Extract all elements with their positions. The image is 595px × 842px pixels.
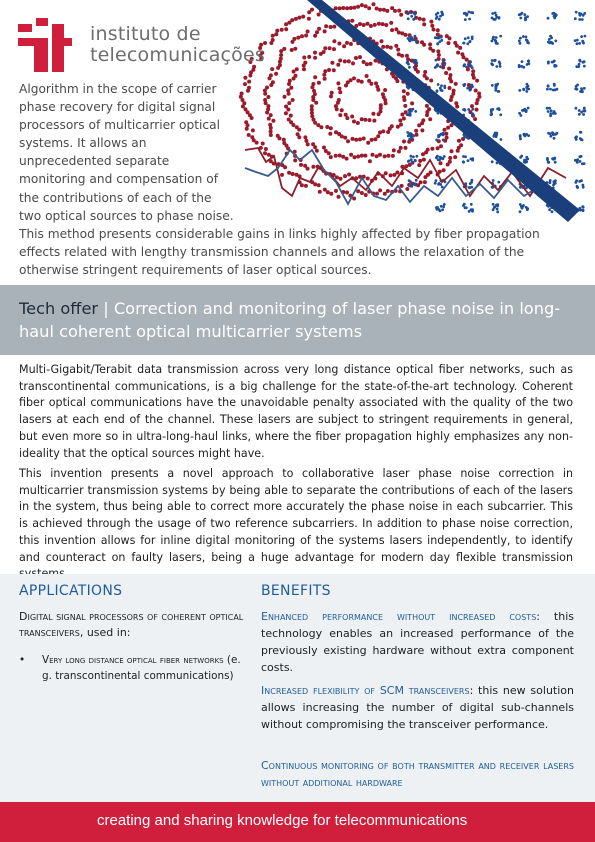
constellation-dot: [439, 65, 442, 68]
constellation-dot: [436, 43, 439, 46]
ring-dot: [302, 67, 306, 71]
constellation-dot: [519, 42, 522, 45]
constellation-dot: [468, 11, 471, 14]
title-separator: |: [103, 299, 109, 318]
ring-dot: [373, 23, 377, 27]
constellation-dot: [583, 107, 586, 110]
constellation-dot: [579, 160, 582, 163]
ring-dot: [303, 61, 307, 65]
ring-dot: [337, 42, 341, 46]
ring-dot: [270, 67, 274, 71]
ring-dot: [436, 28, 440, 32]
ring-dot: [342, 44, 346, 48]
constellation-dot: [492, 18, 495, 21]
constellation-dot: [580, 35, 583, 38]
constellation-dot: [499, 35, 502, 38]
ring-dot: [362, 60, 366, 64]
constellation-dot: [582, 109, 585, 112]
ring-dot: [369, 62, 373, 66]
ring-dot: [436, 49, 440, 53]
constellation-dot: [408, 35, 411, 38]
ring-dot: [317, 27, 321, 31]
ring-dot: [396, 48, 400, 52]
ring-dot: [302, 56, 306, 60]
ring-dot: [332, 68, 336, 72]
benefit-1-text: : this technology enables an increased performance of the previously existing hardware without extra component costs.: [261, 610, 574, 674]
ring-dot: [315, 30, 319, 34]
constellation-dot: [574, 17, 577, 20]
constellation-dot: [415, 62, 418, 65]
constellation-dot: [414, 17, 417, 20]
ring-dot: [456, 51, 460, 55]
ring-dot: [449, 73, 453, 77]
ring-dot: [423, 70, 427, 74]
constellation-dot: [527, 59, 530, 62]
applications-intro: [19, 609, 247, 641]
intro-line: phase recovery for digital signal: [19, 100, 216, 115]
constellation-dot: [583, 12, 586, 15]
constellation-dot: [467, 63, 470, 66]
ring-dot: [364, 4, 368, 8]
ring-dot: [295, 67, 299, 71]
ring-dot: [327, 68, 331, 72]
constellation-dot: [518, 40, 521, 43]
ring-dot: [332, 39, 336, 43]
constellation-dot: [522, 66, 525, 69]
ring-dot: [372, 2, 376, 6]
constellation-dot: [553, 60, 556, 63]
ring-dot: [429, 20, 433, 24]
ring-dot: [447, 67, 451, 71]
constellation-dot: [407, 17, 410, 20]
body-paragraph-1: Multi-Gigabit/Terabit data transmission across very long distance optical fiber networks, such as transcontinental communications, is a big challenge for the state-of-the-art technology. Coherent fiber optical communications have the unavoidable penalty associated with the quality of the two lasers at each end of the channel. These lasers are subject to stringent requirements in general, but even more so in ultra-long-haul links, where the fiber propagation highly emphasizes any non-ideality that the optical sources might have.: [19, 363, 573, 460]
constellation-dot: [468, 40, 471, 43]
constellation-dot: [443, 63, 446, 66]
constellation-dot: [438, 36, 441, 39]
constellation-dot: [554, 40, 557, 43]
ring-dot: [329, 25, 333, 29]
ring-dot: [322, 73, 326, 77]
ring-dot: [455, 44, 459, 48]
constellation-dot: [547, 62, 550, 65]
ring-dot: [349, 42, 353, 46]
ring-dot: [351, 61, 355, 65]
ring-dot: [310, 8, 314, 12]
constellation-dot: [581, 205, 584, 208]
ring-dot: [292, 37, 296, 41]
intro-summary: [19, 80, 579, 279]
ring-dot: [365, 62, 369, 66]
constellation-dot: [578, 42, 581, 45]
application-item-caps: Very long distance optical fiber networks: [42, 654, 224, 666]
ring-dot: [382, 8, 386, 12]
ring-dot: [471, 69, 475, 73]
constellation-dot: [414, 35, 417, 38]
constellation-dot: [581, 18, 584, 21]
constellation-dot: [470, 11, 473, 14]
constellation-dot: [580, 138, 583, 141]
constellation-dot: [526, 41, 529, 44]
intro-line: processors of multicarrier optical: [19, 118, 220, 133]
benefit-item-1: [261, 609, 574, 677]
intro-line: monitoring and compensation of: [19, 172, 218, 187]
constellation-dot: [525, 39, 528, 42]
constellation-dot: [491, 12, 494, 15]
ring-dot: [432, 28, 436, 32]
constellation-dot: [413, 66, 416, 69]
ring-dot: [394, 44, 398, 48]
ring-dot: [390, 6, 394, 10]
constellation-dot: [582, 209, 585, 212]
ring-dot: [365, 74, 369, 78]
constellation-dot: [551, 42, 554, 45]
ring-dot: [458, 46, 462, 50]
ring-dot: [306, 30, 310, 34]
ring-dot: [444, 71, 448, 75]
benefits-heading: BENEFITS: [261, 583, 331, 599]
constellation-dot: [575, 11, 578, 14]
ring-dot: [389, 21, 393, 25]
constellation-dot: [408, 39, 411, 42]
constellation-dot: [464, 12, 467, 15]
it-logo-icon: [18, 18, 72, 72]
constellation-dot: [549, 35, 552, 38]
ring-dot: [334, 6, 338, 10]
constellation-dot: [495, 65, 498, 68]
benefit-item-2: [261, 683, 574, 734]
ring-dot: [307, 17, 311, 21]
constellation-dot: [434, 36, 437, 39]
benefit-item-3: [261, 758, 574, 792]
ring-dot: [384, 23, 388, 27]
benefit-3-heading: Continuous monitoring of both transmitter and receiver lasers without additional hardware: [261, 759, 574, 789]
ring-dot: [301, 15, 305, 19]
constellation-dot: [491, 40, 494, 43]
ring-dot: [447, 41, 451, 45]
ring-dot: [397, 9, 401, 13]
constellation-dot: [408, 66, 411, 69]
constellation-dot: [583, 87, 586, 90]
constellation-dot: [413, 39, 416, 42]
bullet-icon: •: [19, 654, 26, 666]
constellation-dot: [583, 162, 586, 165]
constellation-dot: [580, 131, 583, 134]
ring-dot: [271, 34, 275, 38]
constellation-dot: [519, 37, 522, 40]
ring-dot: [390, 28, 394, 32]
ring-dot: [393, 9, 397, 13]
ring-dot: [324, 24, 328, 28]
intro-line: Algorithm in the scope of carrier: [19, 82, 217, 96]
ring-dot: [275, 29, 279, 33]
constellation-dot: [527, 62, 530, 65]
intro-line: systems. It allows an: [19, 136, 147, 151]
ring-dot: [336, 63, 340, 67]
ring-dot: [437, 53, 441, 57]
ring-dot: [385, 45, 389, 49]
ring-dot: [430, 24, 434, 28]
constellation-dot: [553, 65, 556, 68]
ring-dot: [271, 38, 275, 42]
ring-dot: [366, 22, 370, 26]
constellation-dot: [442, 59, 445, 62]
constellation-dot: [466, 42, 469, 45]
constellation-dot: [495, 36, 498, 39]
constellation-dot: [584, 35, 587, 38]
ring-dot: [422, 43, 426, 47]
constellation-dot: [440, 11, 443, 14]
constellation-dot: [582, 186, 585, 189]
ring-dot: [358, 55, 362, 59]
constellation-dot: [575, 65, 578, 68]
intro-line: the contributions of each of the: [19, 190, 212, 205]
tech-offer-label: Tech offer: [19, 299, 99, 318]
ring-dot: [431, 49, 435, 53]
constellation-dot: [519, 17, 522, 20]
application-item-rest: (e. g. transcontinental communications): [42, 654, 241, 682]
application-item-text: [42, 653, 242, 684]
ring-dot: [313, 34, 317, 38]
ring-dot: [332, 25, 336, 29]
ring-dot: [360, 3, 364, 7]
logo-line-1: instituto de: [90, 23, 201, 45]
constellation-dot: [548, 38, 551, 41]
constellation-dot: [547, 17, 550, 20]
ring-dot: [354, 56, 358, 60]
constellation-dot: [578, 18, 581, 21]
constellation-dot: [581, 89, 584, 92]
logo-line-2: telecomunicações: [90, 44, 265, 66]
ring-dot: [328, 46, 332, 50]
ring-dot: [350, 19, 354, 23]
constellation-dot: [522, 35, 525, 38]
ring-dot: [274, 72, 278, 76]
ring-dot: [358, 22, 362, 26]
ring-dot: [405, 54, 409, 58]
ring-dot: [282, 47, 286, 51]
ring-dot: [313, 75, 317, 79]
constellation-dot: [471, 66, 474, 69]
ring-dot: [284, 22, 288, 26]
ring-dot: [448, 36, 452, 40]
constellation-dot: [412, 11, 415, 14]
ring-dot: [345, 6, 349, 10]
footer-tagline: creating and sharing knowledge for telecommunications: [97, 812, 468, 829]
ring-dot: [290, 18, 294, 22]
ring-dot: [323, 69, 327, 73]
constellation-dot: [525, 36, 528, 39]
ring-dot: [375, 7, 379, 11]
ring-dot: [323, 29, 327, 33]
ring-dot: [274, 32, 278, 36]
constellation-dot: [578, 59, 581, 62]
ring-dot: [297, 16, 301, 20]
constellation-dot: [581, 40, 584, 43]
constellation-dot: [491, 59, 494, 62]
constellation-dot: [494, 59, 497, 62]
benefit-1-heading: Enhanced performance without increased costs: [261, 610, 537, 623]
ring-dot: [418, 17, 422, 21]
ring-dot: [404, 33, 408, 37]
constellation-dot: [438, 40, 441, 43]
constellation-dot: [436, 16, 439, 19]
ring-dot: [345, 41, 349, 45]
ring-dot: [294, 74, 298, 78]
constellation-dot: [498, 61, 501, 64]
constellation-dot: [441, 13, 444, 16]
applications-intro-caps: Digital signal processors of coherent optical transceivers: [19, 610, 244, 639]
constellation-dot: [469, 60, 472, 63]
ring-dot: [278, 63, 282, 67]
constellation-dot: [580, 155, 583, 158]
constellation-dot: [494, 12, 497, 15]
tech-offer-title: [19, 297, 579, 343]
constellation-dot: [518, 65, 521, 68]
constellation-dot: [471, 37, 474, 40]
constellation-dot: [579, 14, 582, 17]
ring-dot: [313, 51, 317, 55]
ring-dot: [356, 5, 360, 9]
ring-dot: [428, 42, 432, 46]
ring-dot: [400, 54, 404, 58]
ring-dot: [292, 70, 296, 74]
ring-dot: [323, 46, 327, 50]
ring-dot: [332, 47, 336, 51]
constellation-dot: [406, 61, 409, 64]
ring-dot: [378, 8, 382, 12]
applications-intro-rest: , used in:: [79, 626, 131, 639]
applications-heading: APPLICATIONS: [19, 583, 123, 599]
constellation-dot: [407, 12, 410, 15]
constellation-dot: [492, 36, 495, 39]
constellation-dot: [519, 13, 522, 16]
ring-dot: [322, 50, 326, 54]
ring-dot: [279, 53, 283, 57]
constellation-dot: [523, 13, 526, 16]
ring-dot: [279, 57, 283, 61]
constellation-dot: [412, 60, 415, 63]
ring-dot: [399, 13, 403, 17]
ring-dot: [330, 61, 334, 65]
constellation-dot: [435, 59, 438, 62]
intro-lines: [19, 80, 259, 225]
benefit-2-text: : this new solution allows increasing the number of digital sub-channels without compromising the transceiver performance.: [261, 684, 574, 731]
constellation-dot: [498, 16, 501, 19]
constellation-dot: [468, 18, 471, 21]
ring-dot: [389, 46, 393, 50]
ring-dot: [352, 6, 356, 10]
ring-dot: [381, 22, 385, 26]
constellation-dot: [465, 66, 468, 69]
constellation-dot: [495, 14, 498, 17]
ring-dot: [269, 73, 273, 77]
constellation-dot: [582, 113, 585, 116]
constellation-dot: [467, 36, 470, 39]
ring-dot: [294, 17, 298, 21]
ring-dot: [367, 6, 371, 10]
constellation-dot: [574, 39, 577, 42]
benefit-2-heading: Increased flexibility of SCM transceivers: [261, 684, 470, 697]
institution-name: [90, 24, 265, 66]
constellation-dot: [499, 65, 502, 68]
constellation-dot: [555, 14, 558, 17]
ring-dot: [397, 31, 401, 35]
offer-title: Correction and monitoring of laser phase noise in long-haul coherent optical multicarrier systems: [19, 299, 561, 341]
constellation-dot: [576, 42, 579, 45]
constellation-dot: [496, 42, 499, 45]
ring-dot: [369, 24, 373, 28]
ring-dot: [296, 36, 300, 40]
ring-dot: [338, 59, 342, 63]
ring-dot: [416, 70, 420, 74]
constellation-dot: [438, 18, 441, 21]
ring-dot: [293, 47, 297, 51]
constellation-dot: [583, 61, 586, 64]
ring-dot: [381, 45, 385, 49]
ring-dot: [341, 6, 345, 10]
ring-dot: [290, 48, 294, 52]
intro-paragraph: This method presents considerable gains in links highly affected by fiber propagation effects related with lengthy transmission channels and allows the relaxation of the otherwise stringent requirements of laser optical sources.: [19, 226, 540, 277]
ring-dot: [307, 55, 311, 59]
ring-dot: [362, 23, 366, 27]
constellation-dot: [435, 65, 438, 68]
constellation-dot: [463, 63, 466, 66]
ring-dot: [317, 13, 321, 17]
constellation-dot: [494, 40, 497, 43]
constellation-dot: [437, 12, 440, 15]
ring-dot: [422, 18, 426, 22]
intro-line: two optical sources to phase noise.: [19, 208, 234, 223]
constellation-dot: [463, 42, 466, 45]
ring-dot: [313, 56, 317, 60]
ring-dot: [377, 22, 381, 26]
ring-dot: [343, 59, 347, 63]
constellation-dot: [524, 16, 527, 19]
body-paragraph-2: This invention presents a novel approach to collaborative laser phase noise correction in multicarrier transmission systems by being able to separate the contributions of each of the lasers in the system, thus being able to correct more accurately the phase noise in each subcarrier. This is achieved through the usage of two reference subcarriers. In addition to phase noise correction, this invention allows for inline digital monitoring of the systems lasers independently, to identify and counteract on faulty lasers, being a huge advantage for modern day flexible transmission: [19, 467, 573, 564]
constellation-dot: [464, 37, 467, 40]
constellation-dot: [551, 12, 554, 15]
ring-dot: [385, 9, 389, 13]
constellation-dot: [491, 63, 494, 66]
ring-dot: [347, 59, 351, 63]
constellation-dot: [521, 60, 524, 63]
ring-dot: [280, 28, 284, 32]
ring-dot: [380, 39, 384, 43]
ring-dot: [422, 22, 426, 26]
ring-dot: [338, 6, 342, 10]
constellation-dot: [410, 15, 413, 18]
ring-dot: [349, 6, 353, 10]
ring-dot: [300, 34, 304, 38]
intro-line: unprecedented separate: [19, 154, 170, 169]
constellation-dot: [464, 18, 467, 21]
ring-dot: [284, 27, 288, 31]
constellation-dot: [583, 65, 586, 68]
ring-dot: [304, 34, 308, 38]
